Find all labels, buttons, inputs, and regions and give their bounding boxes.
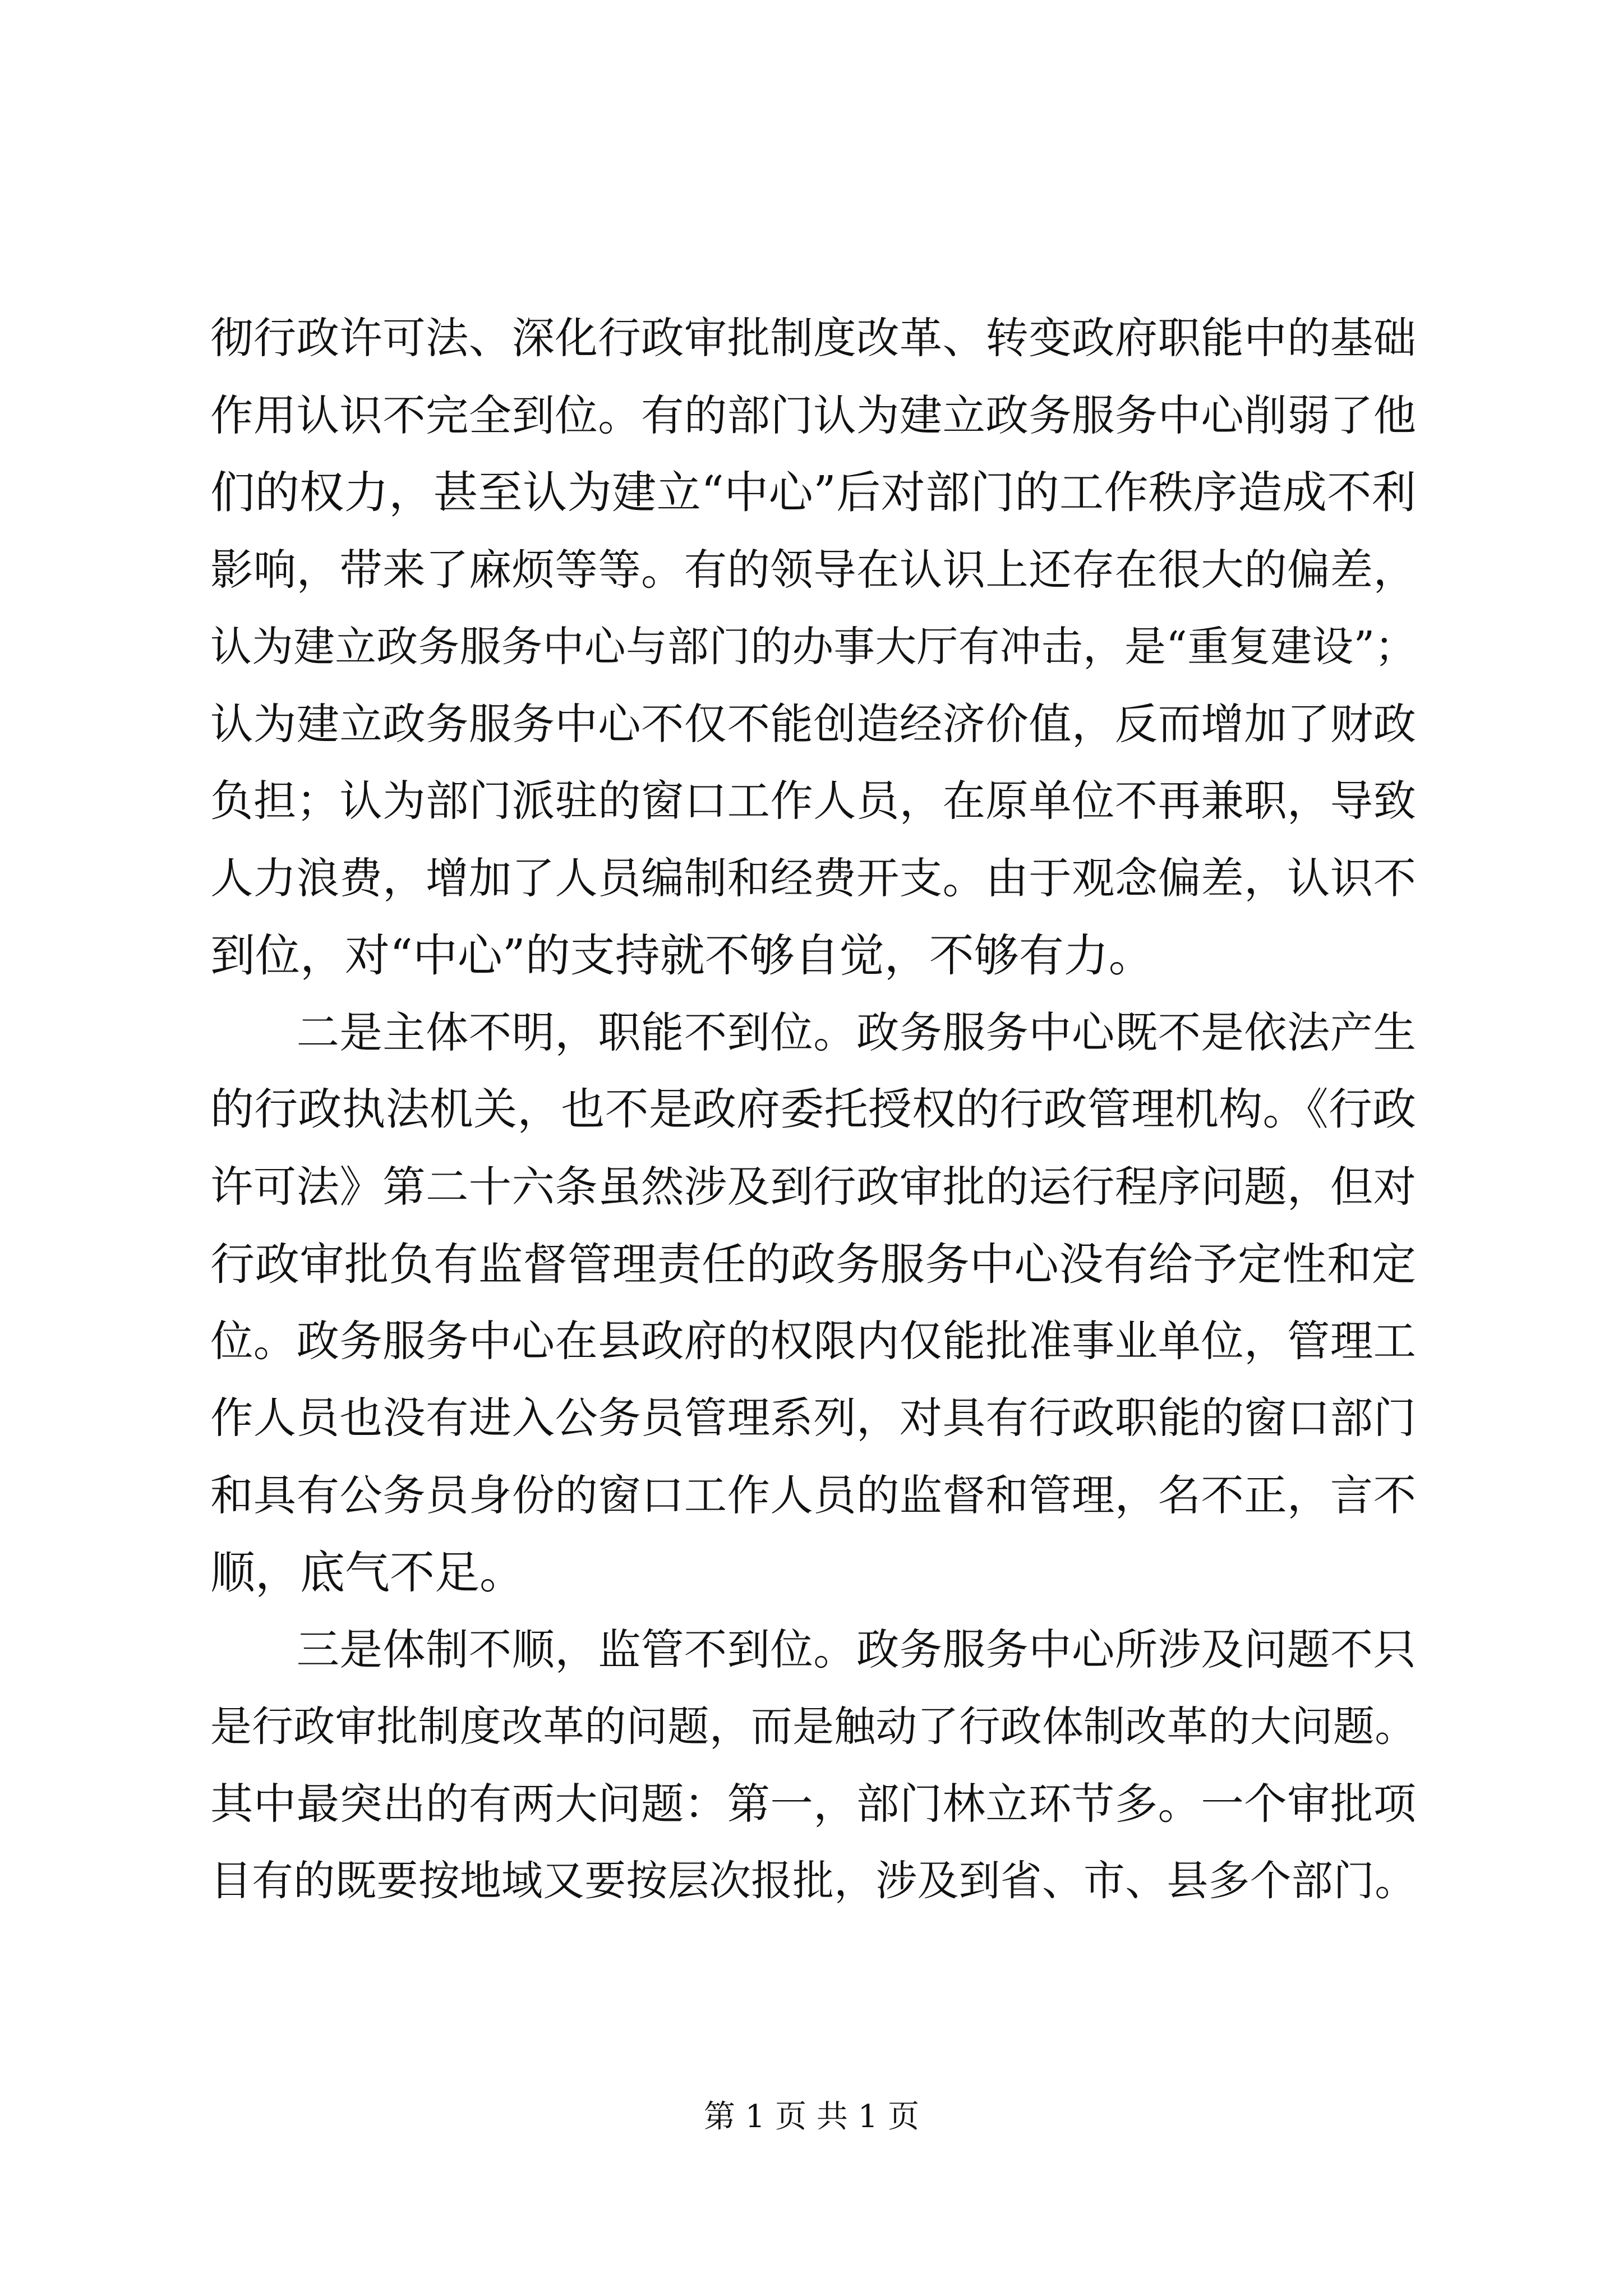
- text-line: 三是体制不顺，监管不到位。政务服务中心所涉及问题不只: [210, 1625, 1416, 1675]
- text-line: 人力浪费，增加了人员编制和经费开支。由于观念偏差，认识不: [210, 853, 1416, 904]
- body-text: [210, 300, 1416, 1920]
- text-line: 到位，对“中心”的支持就不够自觉，不够有力。: [210, 930, 1154, 982]
- text-line: 作人员也没有进入公务员管理系列，对具有行政职能的窗口部门: [210, 1393, 1416, 1443]
- text-line: 行政审批负有监督管理责任的政务服务中心没有给予定性和定: [210, 1238, 1416, 1290]
- text-line: 的行政执法机关，也不是政府委托授权的行政管理机构。《行政: [210, 1084, 1416, 1135]
- text-line: 是行政审批制度改革的问题，而是触动了行政体制改革的大问题。: [210, 1703, 1416, 1751]
- text-line: 目有的既要按地域又要按层次报批，涉及到省、市、县多个部门。: [210, 1857, 1416, 1905]
- text-line: 认为建立政务服务中心不仅不能创造经济价值，反而增加了财政: [210, 699, 1416, 749]
- text-line: 们的权力，甚至认为建立“中心”后对部门的工作秩序造成不利: [210, 467, 1416, 518]
- page-number-footer: 第 1 页 共 1 页: [703, 2099, 920, 2135]
- text-line: 作用认识不完全到位。有的部门认为建立政务服务中心削弱了他: [210, 390, 1416, 441]
- text-line: 位。政务服务中心在县政府的权限内仅能批准事业单位，管理工: [210, 1316, 1416, 1366]
- text-line: 和具有公务员身份的窗口工作人员的监督和管理，名不正，言不: [210, 1470, 1416, 1521]
- text-line: 彻行政许可法、深化行政审批制度改革、转变政府职能中的基础: [210, 314, 1416, 364]
- text-line: 二是主体不明，职能不到位。政务服务中心既不是依法产生: [210, 1007, 1416, 1058]
- text-line: 顺，底气不足。: [210, 1547, 524, 1599]
- text-line: 认为建立政务服务中心与部门的办事大厅有冲击，是“重复建设”；: [210, 623, 1416, 671]
- text-line: 其中最突出的有两大问题：第一，部门林立环节多。一个审批项: [210, 1779, 1416, 1829]
- text-line: 负担；认为部门派驻的窗口工作人员，在原单位不再兼职，导致: [210, 776, 1416, 826]
- text-line: 影响，带来了麻烦等等。有的领导在认识上还存在很大的偏差，: [210, 545, 1416, 595]
- text-line: 许可法》第二十六条虽然涉及到行政审批的运行程序问题，但对: [210, 1162, 1416, 1212]
